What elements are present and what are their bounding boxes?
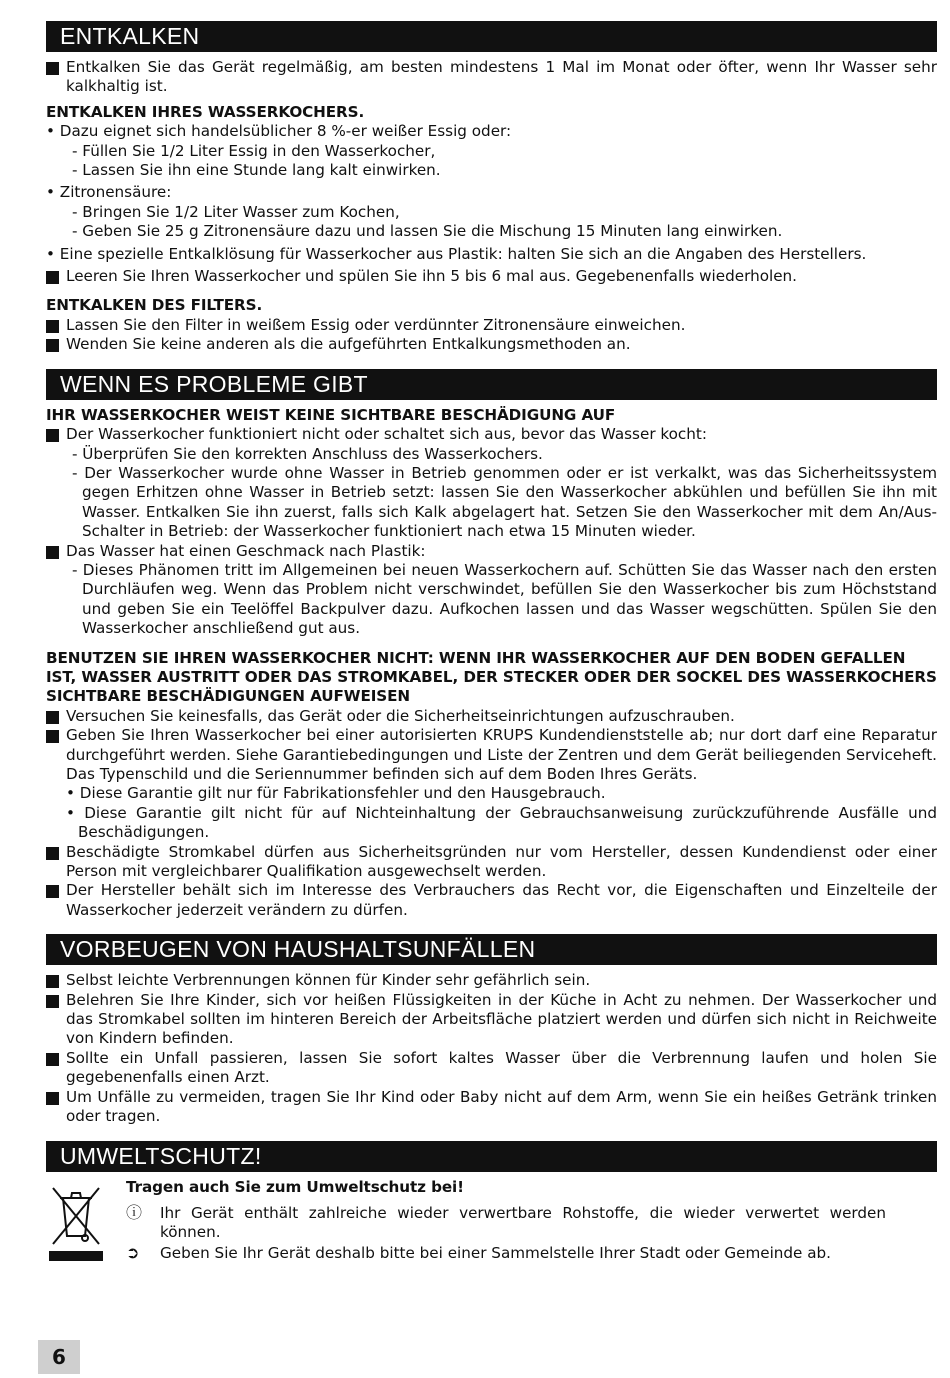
section-title-probleme: WENN ES PROBLEME GIBT: [46, 369, 937, 400]
item-geschmack-plastik: Das Wasser hat einen Geschmack nach Plastik:: [46, 542, 937, 561]
step-phaenomen: - Dieses Phänomen tritt im Allgemeinen bei neuen Wasserkochern auf. Schütten Sie das Wasser nach den ersten Durchläufen weg. Wenn das Problem nicht verschwindet, befüllen Sie den Wasserkocher bis zum Höchststand und geben Sie ein Teelöffel Backpulver dazu. Aufkochen lassen und das Wasser wegschütten. Spülen Sie den Wasserkocher anschließend gut aus.: [72, 560, 937, 638]
step-essig-fuellen: - Füllen Sie 1/2 Liter Essig in den Wasserkocher,: [72, 141, 436, 160]
umweltschutz-sammelstelle: Geben Sie Ihr Gerät deshalb bitte bei einer Sammelstelle Ihrer Stadt oder Gemeinde ab.: [160, 1243, 832, 1262]
entkalken-intro: Entkalken Sie das Gerät regelmäßig, am besten mindestens 1 Mal im Monat oder öfter, wenn Ihr Wasser sehr kalkhaltig ist.: [46, 58, 937, 97]
bullet-entkalkloesung: • Eine spezielle Entkalklösung für Wasserkocher aus Plastik: halten Sie sich an die Angaben des Herstellers.: [46, 244, 867, 263]
item-stromkabel: Beschädigte Stromkabel dürfen aus Sicherheitsgründen nur vom Hersteller, dessen Kundendienst oder einer Person mit vergleichbarer Qualifikation ausgewechselt werden.: [46, 843, 937, 882]
item-unfall: Sollte ein Unfall passieren, lassen Sie sofort kaltes Wasser über die Verbrennung laufen und holen Sie gegebenenfalls einen Arzt.: [46, 1049, 937, 1088]
step-anschluss-pruefen: - Überprüfen Sie den korrekten Anschluss des Wasserkochers.: [72, 444, 543, 463]
manual-page: [46, 21, 937, 1268]
step-wasser-kochen: - Bringen Sie 1/2 Liter Wasser zum Kochen,: [72, 202, 400, 221]
garantie-fabrikationsfehler: • Diese Garantie gilt nur für Fabrikationsfehler und den Hausgebrauch.: [66, 784, 606, 803]
subheading-keine-beschaedigung: IHR WASSERKOCHER WEIST KEINE SICHTBARE BESCHÄDIGUNG AUF: [46, 405, 616, 424]
subheading-nicht-benutzen: BENUTZEN SIE IHREN WASSERKOCHER NICHT: WENN IHR WASSERKOCHER AUF DEN BODEN GEFALLEN IST, WASSER AUSTRITT ODER DAS STROMKABEL, DER STECKER ODER DER SOCKEL DES WASSERKOCHERS SICHTBARE BESCHÄDIGUNGEN AUFWEISEN: [46, 648, 937, 706]
item-nicht-aufschrauben: Versuchen Sie keinesfalls, das Gerät oder die Sicherheitseinrichtungen aufzuschrauben.: [46, 707, 937, 726]
info-icon: ⓘ: [126, 1202, 143, 1222]
umweltschutz-lead: Tragen auch Sie zum Umweltschutz bei!: [126, 1177, 464, 1196]
item-ausspuelen: Leeren Sie Ihren Wasserkocher und spülen Sie ihn 5 bis 6 mal aus. Gegebenenfalls wiederholen.: [46, 267, 937, 286]
item-filter-einweichen: Lassen Sie den Filter in weißem Essig oder verdünnter Zitronensäure einweichen.: [46, 316, 937, 335]
bullet-zitronensaeure: • Zitronensäure:: [46, 183, 172, 202]
step-zitronensaeure-dazu: - Geben Sie 25 g Zitronensäure dazu und lassen Sie die Mischung 15 Minuten lang einwirken.: [72, 222, 783, 241]
item-funktioniert-nicht: Der Wasserkocher funktioniert nicht oder schaltet sich aus, bevor das Wasser kocht:: [46, 425, 937, 444]
page-number: 6: [38, 1340, 80, 1374]
item-kinder-belehren: Belehren Sie Ihre Kinder, sich vor heißen Flüssigkeiten in der Küche in Acht zu nehmen. Der Wasserkocher und das Stromkabel sollten im hinteren Bereich der Arbeitsfläche platziert werden und dürfen sich nicht in Reichweite von Kindern befinden.: [46, 991, 937, 1049]
arrow-icon: ➲: [126, 1242, 140, 1262]
section-title-haushaltsunfaelle: VORBEUGEN VON HAUSHALTSUNFÄLLEN: [46, 934, 937, 965]
subheading-filter: ENTKALKEN DES FILTERS.: [46, 296, 263, 315]
item-kundendienst: Geben Sie Ihren Wasserkocher bei einer autorisierten KRUPS Kundendienststelle ab; nur dort darf eine Reparatur durchgeführt werden. Siehe Garantiebedingungen und Liste der Zentren und dem Gerät beiliegenden Serviceheft. Das Typenschild und die Seriennummer befinden sich auf dem Boden Ihres Geräts.: [46, 726, 937, 784]
step-ohne-wasser: - Der Wasserkocher wurde ohne Wasser in Betrieb genommen oder er ist verkalkt, was das Sicherheitssystem gegen Erhitzen ohne Wasser in Betrieb setzt: lassen Sie den Wasserkocher abkühlen und befüllen Sie ihn mit Wasser. Entkalken Sie ihn zuerst, falls sich Kalk abgelagert hat. Setzen Sie den Wasserkocher mit dem An/Aus-Schalter in Betrieb: der Wasserkocher funktioniert nach etwa 15 Minuten wieder.: [72, 463, 937, 541]
garantie-nichteinhaltung: • Diese Garantie gilt nicht für auf Nichteinhaltung der Gebrauchsanweisung zurückzuführende Ausfälle und Beschädigungen.: [66, 803, 937, 842]
crossed-bin-icon: [49, 1184, 103, 1264]
section-title-umweltschutz: UMWELTSCHUTZ!: [46, 1141, 937, 1172]
item-keine-anderen-methoden: Wenden Sie keine anderen als die aufgeführten Entkalkungsmethoden an.: [46, 335, 937, 354]
umweltschutz-block: [46, 1178, 937, 1268]
item-baby-arm: Um Unfälle zu vermeiden, tragen Sie Ihr Kind oder Baby nicht auf dem Arm, wenn Sie ein heißes Getränk trinken oder tragen.: [46, 1088, 937, 1127]
step-essig-einwirken: - Lassen Sie ihn eine Stunde lang kalt einwirken.: [72, 161, 441, 180]
bullet-essig: • Dazu eignet sich handelsüblicher 8 %-er weißer Essig oder:: [46, 122, 512, 141]
item-hersteller-recht: Der Hersteller behält sich im Interesse des Verbrauchers das Recht vor, die Eigenschaften und Einzelteile der Wasserkocher jederzeit verändern zu dürfen.: [46, 881, 937, 920]
section-title-entkalken: ENTKALKEN: [46, 21, 937, 52]
umweltschutz-rohstoffe: Ihr Gerät enthält zahlreiche wieder verwertbare Rohstoffe, die wieder verwertet werden können.: [160, 1203, 886, 1242]
item-verbrennungen: Selbst leichte Verbrennungen können für Kinder sehr gefährlich sein.: [46, 971, 937, 990]
subheading-wasserkocher: ENTKALKEN IHRES WASSERKOCHERS.: [46, 102, 365, 121]
